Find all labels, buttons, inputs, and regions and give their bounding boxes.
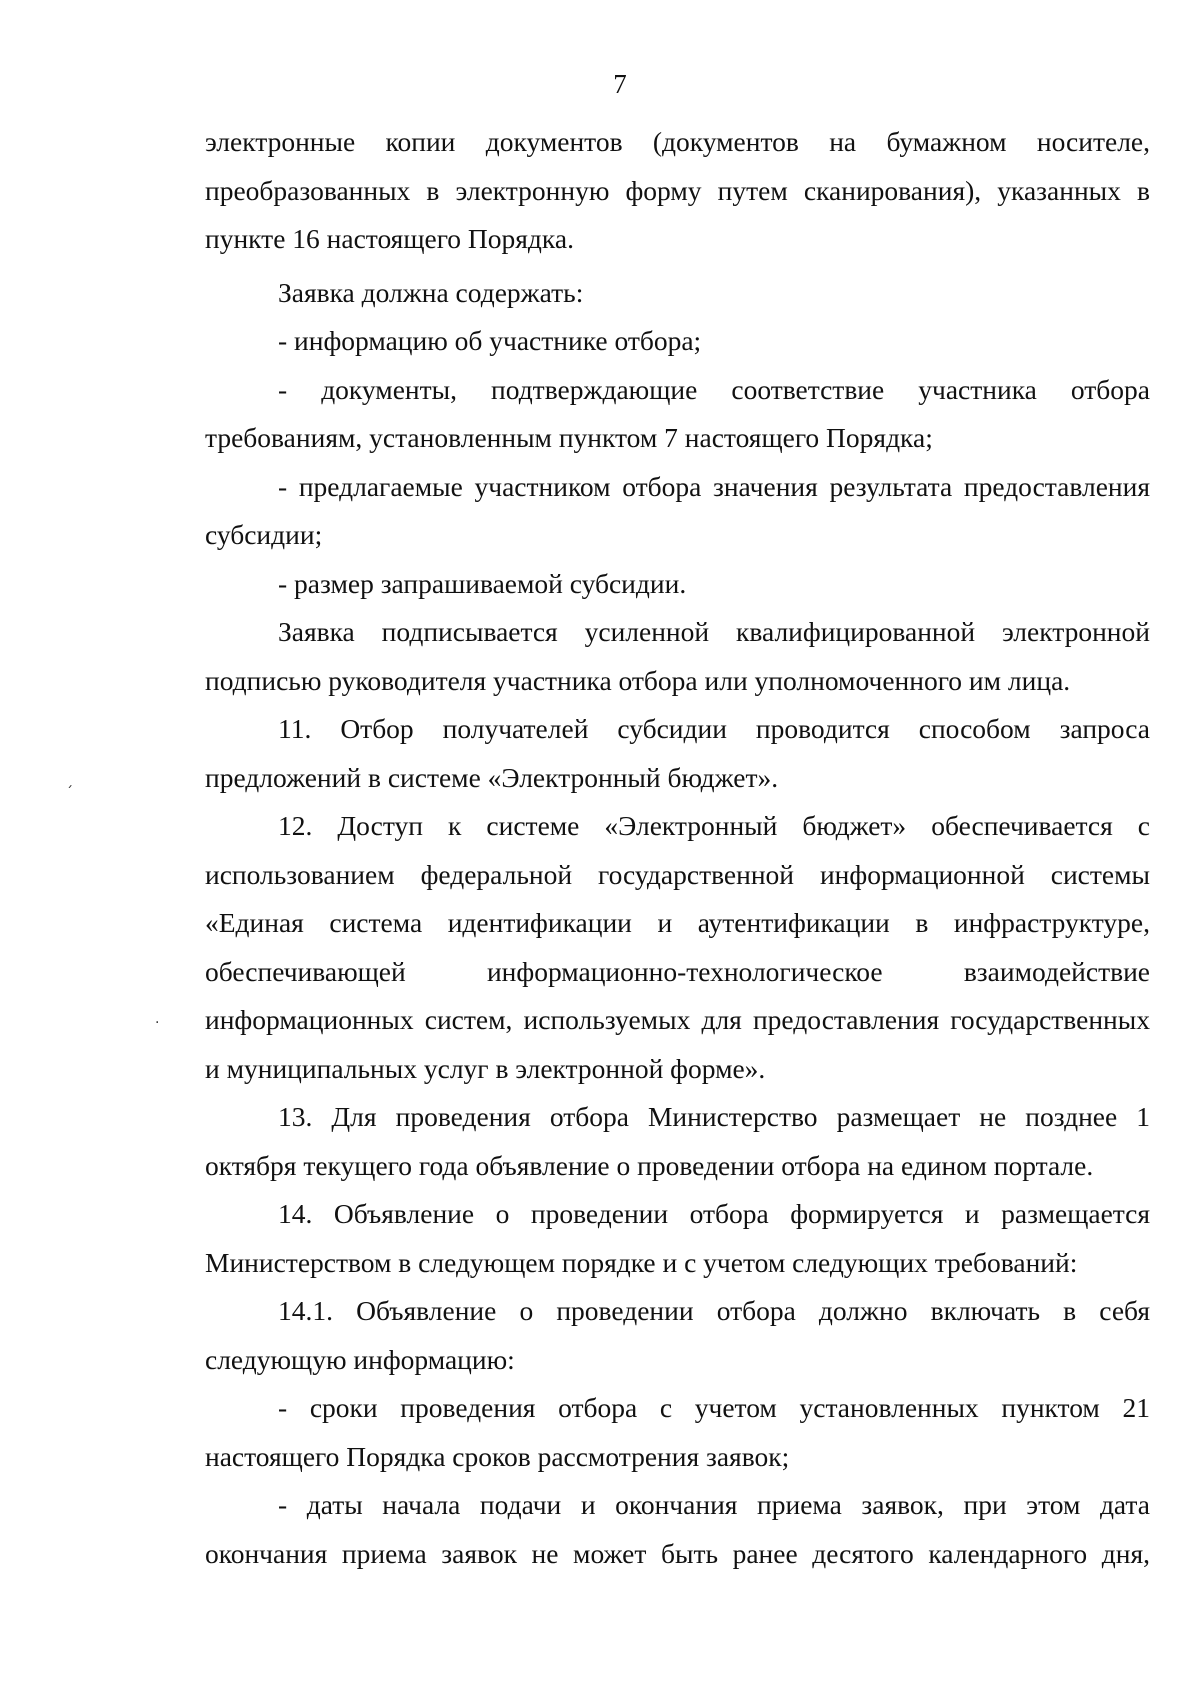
paragraph-application-contents: Заявка должна содержать: [278,276,584,308]
list-item-application-dates: - даты начала подачи и окончания приема заявок, при этом дата окончания приема заявок не может быть ранее десятого календарного дня, [205,1489,1150,1569]
list-item-compliance-documents: - документы, подтверждающие соответствие участника отбора требованиям, установленным пунктом 7 настоящего Порядка; [205,373,1150,453]
list-item-subsidy-amount: - размер запрашиваемой субсидии. [278,567,687,599]
paragraph-application-signature: Заявка подписывается усиленной квалифицированной электронной подписью руководителя участника отбора или уполномоченного им лица. [205,616,1150,696]
page-number: 7 [613,69,627,99]
list-item-proposed-result-values: - предлагаемые участником отбора значения результата предоставления субсидии; [205,470,1150,550]
paragraph-item-14: 14. Объявление о проведении отбора формируется и размещается Министерством в следующем порядке и с учетом следующих требований: [205,1198,1150,1278]
paragraph-item-11: 11. Отбор получателей субсидии проводится способом запроса предложений в системе «Электронный бюджет». [205,713,1150,793]
scan-speck: ˊ [66,785,73,801]
paragraph-item-14-1: 14.1. Объявление о проведении отбора должно включать в себя следующую информацию: [205,1295,1150,1375]
document-body [205,118,1150,1578]
paragraph-item-13: 13. Для проведения отбора Министерство размещает не позднее 1 октября текущего года объявление о проведении отбора на едином портале. [205,1101,1150,1181]
list-item-selection-timeline: - сроки проведения отбора с учетом установленных пунктом 21 настоящего Порядка сроков рассмотрения заявок; [205,1392,1150,1472]
paragraph-item-12: 12. Доступ к системе «Электронный бюджет» обеспечивается с использованием федеральной государственной информационной системы «Единая система идентификации и аутентификации в инфраструктуре, обеспечивающей информационно-технологическое взаимодействие информационных систем, используемых для предоставления государственных и муниципальных услуг в электронной форме». [205,810,1150,1084]
list-item-participant-info: - информацию об участнике отбора; [278,325,702,356]
paragraph-continuation: электронные копии документов (документов на бумажном носителе, преобразованных в электронную форму путем сканирования), указанных в пункте 16 настоящего Порядка. [205,126,1150,254]
scan-speck: · [155,1015,160,1031]
